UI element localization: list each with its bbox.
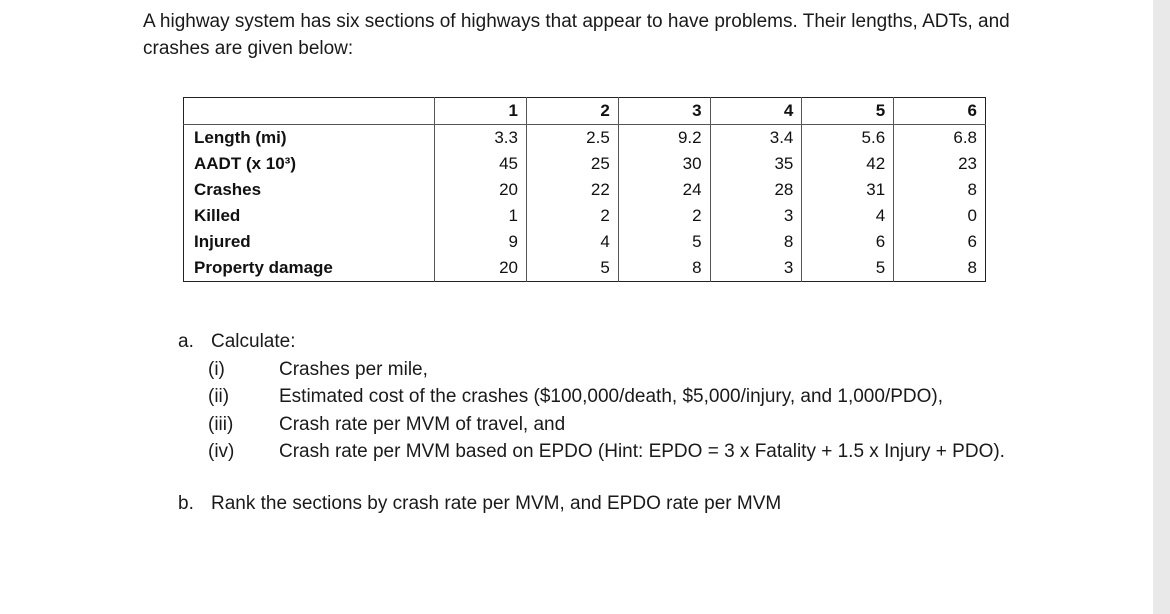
table-cell: 3	[710, 203, 802, 229]
question-b	[178, 490, 1138, 518]
row-label: Property damage	[184, 255, 435, 282]
table-cell: 4	[526, 229, 618, 255]
header-cell: 3	[618, 98, 710, 125]
table-cell: 24	[618, 177, 710, 203]
intro-line-2: crashes are given below:	[143, 38, 354, 59]
table-row	[184, 255, 986, 282]
table-row	[184, 125, 986, 152]
table-cell: 6.8	[953, 128, 977, 147]
intro-line-1: A highway system has six sections of highways that appear to have problems. Their lengths, ADTs, and	[143, 11, 1010, 32]
header-cell: 2	[526, 98, 618, 125]
sub-question-text: Crashes per mile,	[279, 358, 428, 380]
table-row	[184, 151, 986, 177]
sub-question-number: (iii)	[208, 413, 234, 435]
sub-question-number: (i)	[208, 358, 225, 380]
table-cell: 3	[710, 255, 802, 282]
table-cell: 4	[802, 203, 894, 229]
table-cell: 20	[435, 255, 527, 282]
table-cell: 23	[958, 154, 977, 173]
table-cell: 45	[435, 151, 527, 177]
header-cell: 6	[894, 98, 986, 125]
table-cell: 5	[802, 255, 894, 282]
intro-paragraph	[143, 8, 1073, 62]
table-cell: 31	[802, 177, 894, 203]
row-label: Killed	[184, 203, 435, 229]
table-row	[184, 203, 986, 229]
header-cell: 5	[802, 98, 894, 125]
row-label: Length (mi)	[184, 125, 435, 152]
table-cell: 8	[618, 255, 710, 282]
row-label: AADT (x 10³)	[184, 151, 435, 177]
table-header-row	[184, 98, 986, 125]
sub-question	[208, 356, 1138, 384]
table-cell: 20	[435, 177, 527, 203]
sub-question	[208, 383, 1138, 411]
question-letter: a.	[178, 331, 194, 352]
table-cell: 9	[435, 229, 527, 255]
header-cell: 4	[710, 98, 802, 125]
table-cell: 30	[618, 151, 710, 177]
row-label: Crashes	[184, 177, 435, 203]
table-cell: 9.2	[618, 125, 710, 152]
table-cell: 3.4	[710, 125, 802, 152]
table-cell: 3.3	[435, 125, 527, 152]
table-cell: 0	[967, 206, 977, 225]
table-cell: 8	[967, 258, 977, 277]
question-text: Calculate:	[211, 331, 296, 352]
sub-question-number: (iv)	[208, 441, 235, 462]
table-cell: 2.5	[526, 125, 618, 152]
header-cell: 1	[435, 98, 527, 125]
table-cell: 8	[710, 229, 802, 255]
row-label: Injured	[184, 229, 435, 255]
sub-question	[208, 411, 1138, 439]
header-blank-cell	[184, 98, 435, 125]
table-cell: 5	[526, 255, 618, 282]
table-cell: 35	[710, 151, 802, 177]
question-a	[178, 328, 1138, 356]
question-text: Rank the sections by crash rate per MVM, and EPDO rate per MVM	[211, 492, 782, 514]
table-cell: 1	[435, 203, 527, 229]
sub-question-text: Crash rate per MVM based on EPDO (Hint: EPDO = 3 x Fatality + 1.5 x Injury + PDO).	[279, 441, 1005, 462]
table-cell: 8	[967, 180, 977, 199]
question-letter: b.	[178, 492, 194, 514]
table-cell: 28	[710, 177, 802, 203]
table-row	[184, 229, 986, 255]
questions-list	[178, 328, 1138, 517]
table-cell: 6	[967, 232, 977, 251]
sub-question-text: Estimated cost of the crashes ($100,000/death, $5,000/injury, and 1,000/PDO),	[279, 386, 943, 407]
sub-question-number: (ii)	[208, 386, 230, 407]
table-cell: 2	[618, 203, 710, 229]
highway-sections-table	[183, 97, 986, 282]
table-cell: 5.6	[802, 125, 894, 152]
table-cell: 42	[802, 151, 894, 177]
sub-question	[208, 438, 1138, 466]
table-cell: 22	[526, 177, 618, 203]
table-row	[184, 177, 986, 203]
table-cell: 2	[526, 203, 618, 229]
sub-question-text: Crash rate per MVM of travel, and	[279, 413, 566, 435]
table-cell: 5	[618, 229, 710, 255]
table-cell: 6	[802, 229, 894, 255]
table-cell: 25	[526, 151, 618, 177]
